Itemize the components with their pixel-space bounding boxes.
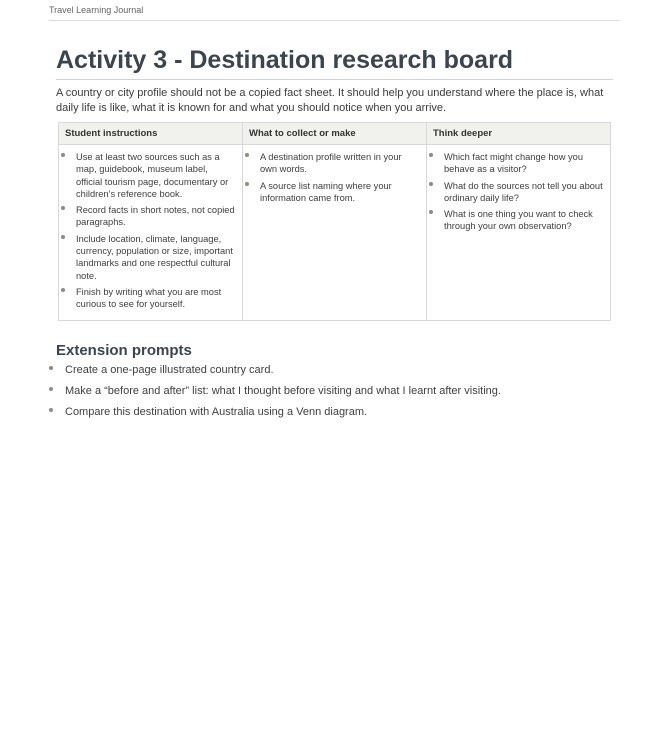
bullet-icon: [429, 182, 433, 186]
bullet-icon: [429, 153, 433, 157]
bullet-icon: [61, 235, 65, 239]
page-title: Activity 3 - Destination research board: [56, 44, 613, 80]
table-row: [59, 145, 611, 321]
list-item: Compare this destination with Australia using a Venn diagram.: [56, 405, 613, 420]
bullet-icon: [61, 288, 65, 292]
bullet-icon: [61, 153, 65, 157]
bullet-icon: [429, 210, 433, 214]
bullet-icon: [49, 387, 53, 391]
list-item: Include location, climate, language, currency, population or size, important landmarks and one respectful cultural note.: [65, 233, 236, 282]
list-item: Make a “before and after” list: what I thought before visiting and what I learnt after visiting.: [56, 384, 613, 399]
list-item: What is one thing you want to check through your own observation?: [433, 208, 604, 233]
list-item: Finish by writing what you are most curious to see for yourself.: [65, 286, 236, 311]
collect-list: [249, 151, 420, 204]
cell-what-to-collect: [243, 145, 427, 321]
extension-prompts-list: [56, 363, 613, 420]
think-deeper-list: [433, 151, 604, 233]
bullet-icon: [245, 182, 249, 186]
bullet-icon: [61, 206, 65, 210]
list-item: Use at least two sources such as a map, guidebook, museum label, official tourism page, documentary or children’s reference book.: [65, 151, 236, 200]
column-header-student-instructions: Student instructions: [59, 123, 243, 145]
list-item: What do the sources not tell you about ordinary daily life?: [433, 180, 604, 205]
cell-student-instructions: [59, 145, 243, 321]
table-header-row: [59, 123, 611, 145]
research-board-table: [58, 122, 611, 321]
page-content: [56, 44, 613, 426]
student-instructions-list: [65, 151, 236, 311]
list-item: A destination profile written in your own words.: [249, 151, 420, 176]
intro-paragraph: A country or city profile should not be a copied fact sheet. It should help you understand where the place is, what daily life is like, what it is known for and what you should notice when you arrive.: [56, 87, 604, 114]
list-item: Record facts in short notes, not copied paragraphs.: [65, 204, 236, 229]
list-item: A source list naming where your information came from.: [249, 180, 420, 205]
bullet-icon: [245, 153, 249, 157]
list-item: Create a one-page illustrated country card.: [56, 363, 613, 378]
bullet-icon: [49, 366, 53, 370]
cell-think-deeper: [427, 145, 611, 321]
running-header: Travel Learning Journal: [49, 5, 620, 21]
list-item: Which fact might change how you behave as a visitor?: [433, 151, 604, 176]
column-header-what-to-collect: What to collect or make: [243, 123, 427, 145]
extension-prompts-heading: Extension prompts: [56, 341, 192, 359]
column-header-think-deeper: Think deeper: [427, 123, 611, 145]
bullet-icon: [49, 408, 53, 412]
